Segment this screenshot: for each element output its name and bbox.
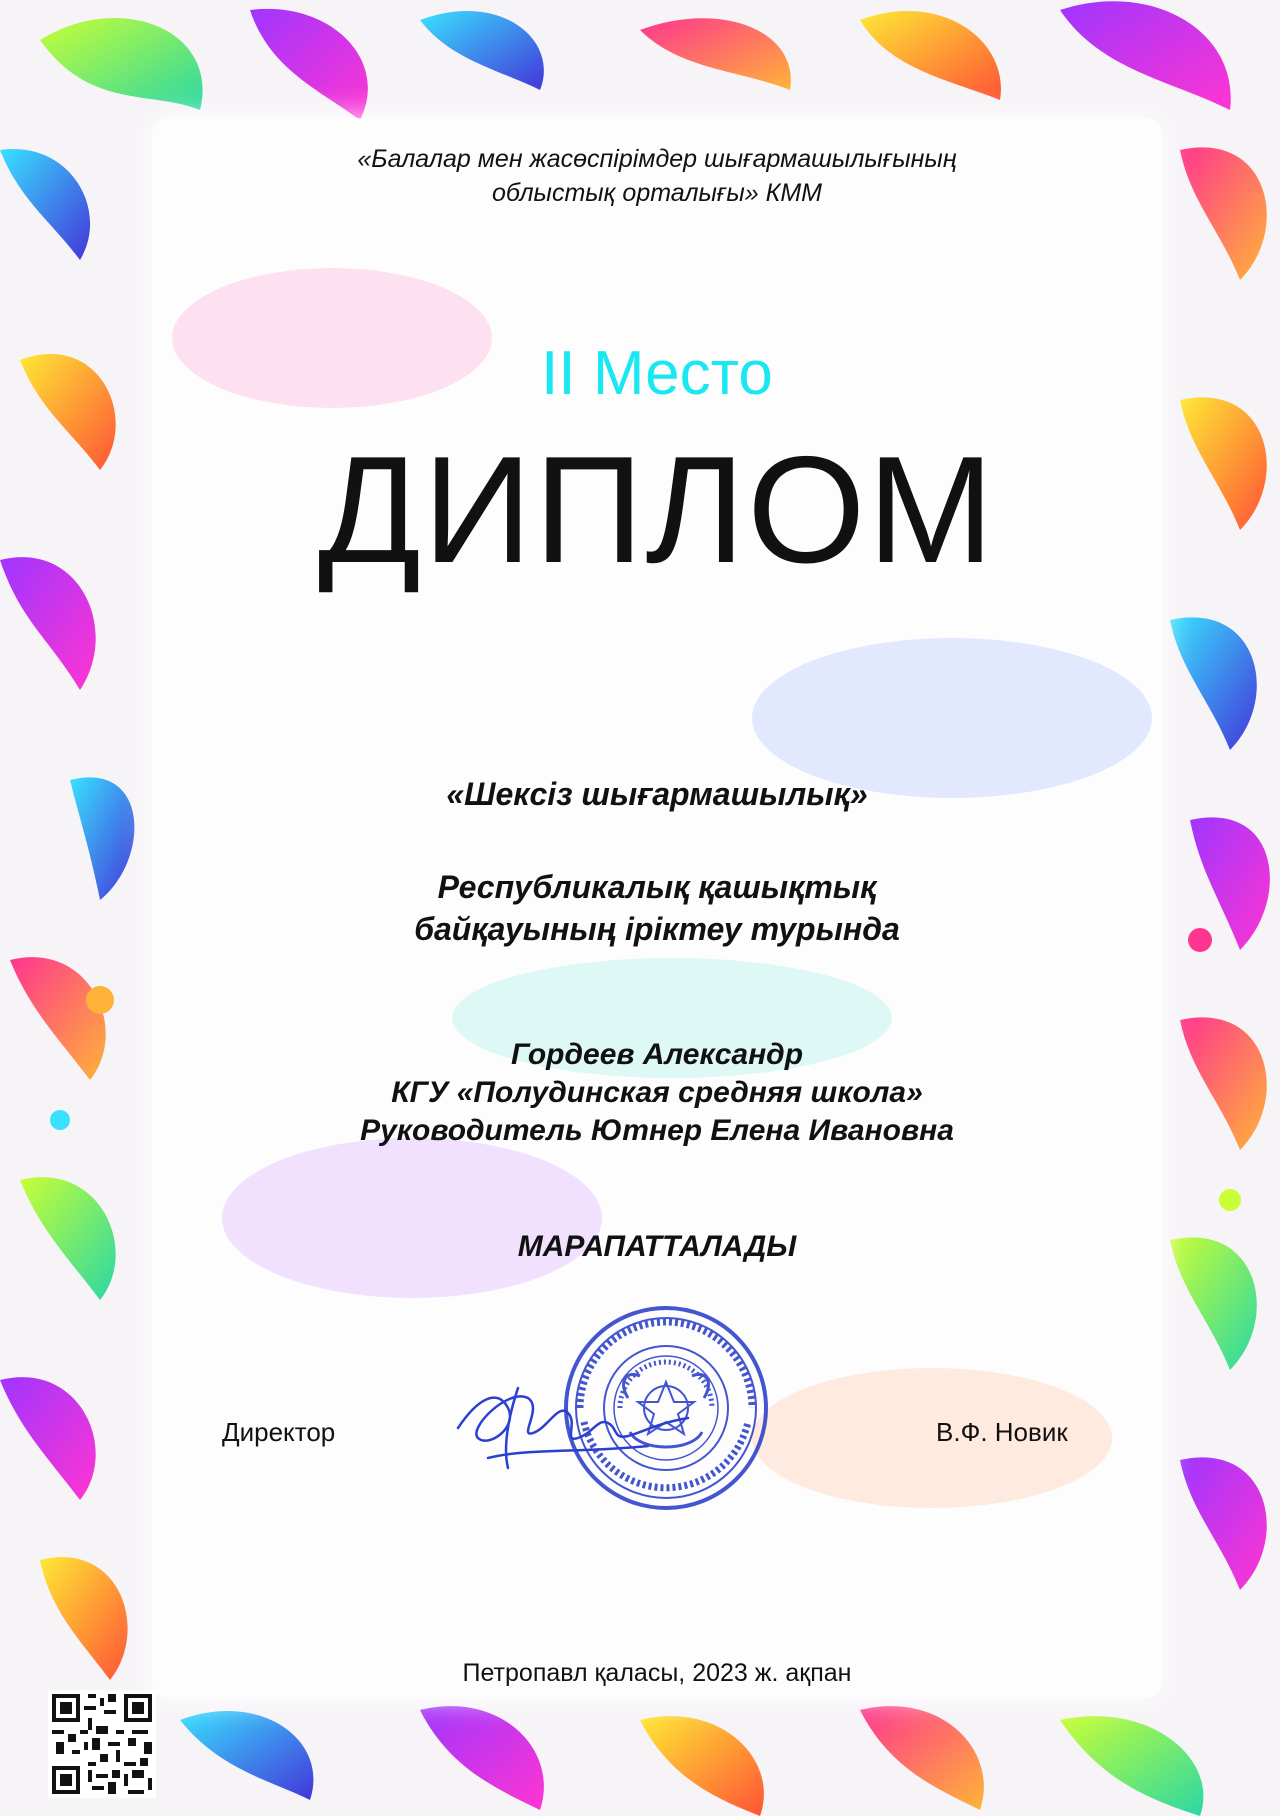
diploma-title: ДИПЛОМ bbox=[317, 425, 997, 595]
organization-line-2: облыстық орталығы» КММ bbox=[492, 179, 822, 207]
organization-line-1: «Балалар мен жасөспірімдер шығармашылығының bbox=[357, 145, 957, 173]
recipient-name: Гордеев Александр bbox=[510, 1038, 804, 1071]
event-description bbox=[152, 866, 1162, 950]
signatory-position: Директор bbox=[222, 1417, 336, 1447]
contest-name: «Шексіз шығармашылық» bbox=[446, 776, 868, 812]
awarded-text: МАРАПАТТАЛАДЫ bbox=[517, 1230, 797, 1263]
recipient-school: КГУ «Полудинская средняя школа» bbox=[391, 1076, 923, 1109]
place-label: II Место bbox=[541, 339, 773, 408]
recipient-supervisor: Руководитель Ютнер Елена Ивановна bbox=[360, 1114, 954, 1147]
organization-header bbox=[152, 142, 1162, 210]
recipient-block bbox=[152, 1036, 1162, 1150]
signatory-name: В.Ф. Новик bbox=[936, 1417, 1068, 1447]
issue-place-date: Петропавл қаласы, 2023 ж. ақпан bbox=[462, 1659, 852, 1687]
director-signature bbox=[448, 1368, 698, 1478]
event-line-1: Республикалық қашықтық bbox=[437, 869, 877, 905]
event-line-2: байқауының іріктеу турында bbox=[414, 911, 900, 947]
qr-code bbox=[48, 1690, 156, 1798]
